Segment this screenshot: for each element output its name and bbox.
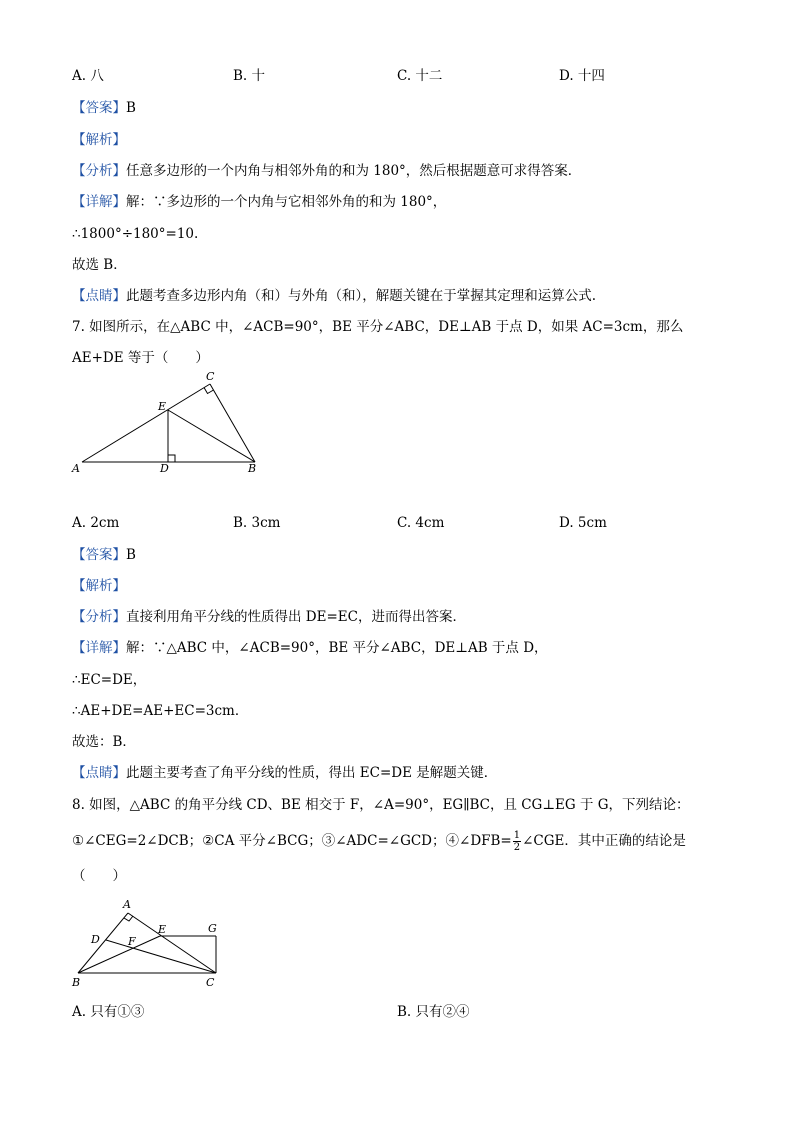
q7-option-a: A. 2cm <box>72 515 120 531</box>
q6-option-c: C. 十二 <box>397 68 443 84</box>
q7-analysis-heading <box>72 576 126 596</box>
q7-triangle-figure <box>66 368 276 480</box>
label-b: B <box>248 462 257 475</box>
q6-xiangjie-text: 解：∵多边形的一个内角与它相邻外角的和为 180°， <box>126 194 447 210</box>
label-e: E <box>158 400 167 413</box>
analysis-tag: 【解析】 <box>72 132 126 148</box>
fraction-numerator: 1 <box>513 830 521 841</box>
answer-tag: 【答案】 <box>72 100 126 116</box>
q6-dianjing-line <box>72 286 596 306</box>
right-angle-mark-d <box>168 455 175 462</box>
q6-dianjing-text: 此题考查多边形内角（和）与外角（和），解题关键在于掌握其定理和运算公式. <box>126 288 597 304</box>
label-c: C <box>206 370 215 383</box>
q7-answer-line <box>72 545 136 565</box>
q8-geometry-figure <box>66 893 234 993</box>
q6-answer-line <box>72 98 136 118</box>
q6-option-a: A. 八 <box>72 68 104 84</box>
q6-option-d: D. 十四 <box>559 68 605 84</box>
q7-option-b: B. 3cm <box>233 515 281 531</box>
label-d: D <box>160 462 169 475</box>
label-a: A <box>123 898 131 911</box>
q7-conclusion: 故选：B． <box>72 734 136 750</box>
q7-fenxi-text: 直接利用角平分线的性质得出 DE=EC，进而得出答案． <box>126 609 466 625</box>
q8-stem-line1: 8. 如图，△ABC 的角平分线 CD、BE 相交于 F，∠A=90°，EG∥BC，且 CG⊥EG 于 G，下列结论： <box>72 797 690 813</box>
q7-step1: ∴EC=DE， <box>72 672 147 688</box>
label-f: F <box>128 935 136 948</box>
q6-xiangjie-line <box>72 192 446 212</box>
q8-option-a: A. 只有①③ <box>72 1004 145 1020</box>
q7-xiangjie-line <box>72 638 548 658</box>
label-g: G <box>208 922 217 935</box>
q7-xiangjie-text: 解：∵△ABC 中，∠ACB=90°，BE 平分∠ABC，DE⊥AB 于点 D， <box>126 640 548 656</box>
q7-fenxi-line <box>72 607 466 627</box>
q8-stem-line2-post: ∠CGE．其中正确的结论是 <box>522 833 686 849</box>
dianjing-tag: 【点睛】 <box>72 765 126 781</box>
answer-tag: 【答案】 <box>72 547 126 563</box>
fenxi-tag: 【分析】 <box>72 609 126 625</box>
xiangjie-tag: 【详解】 <box>72 640 126 656</box>
q6-option-b: B. 十 <box>233 68 266 84</box>
analysis-tag: 【解析】 <box>72 578 126 594</box>
q7-stem-line1: 7. 如图所示，在△ABC 中，∠ACB=90°，BE 平分∠ABC，DE⊥AB 于点 D，如果 AC=3cm，那么 <box>72 319 684 335</box>
label-a: A <box>72 462 80 475</box>
xiangjie-tag: 【详解】 <box>72 194 126 210</box>
q6-conclusion: 故选 B． <box>72 257 127 273</box>
label-e: E <box>158 923 167 936</box>
q6-fenxi-line <box>72 161 581 181</box>
label-d: D <box>91 933 100 946</box>
q7-option-d: D. 5cm <box>559 515 607 531</box>
q7-stem-line2: AE+DE 等于（ ） <box>72 350 209 366</box>
q6-step1: ∴1800°÷180°=10. <box>72 226 199 242</box>
segment-ac <box>82 384 210 462</box>
q8-option-b: B. 只有②④ <box>397 1004 470 1020</box>
q6-analysis-heading <box>72 130 126 150</box>
q6-answer: B <box>126 100 136 116</box>
fenxi-tag: 【分析】 <box>72 163 126 179</box>
label-b: B <box>72 976 81 989</box>
q8-stem-line2 <box>72 830 686 853</box>
q7-step2: ∴AE+DE=AE+EC=3cm． <box>72 703 249 719</box>
segment-ab <box>78 913 128 973</box>
segment-ac <box>128 913 216 973</box>
q7-dianjing-text: 此题主要考查了角平分线的性质，得出 EC=DE 是解题关键． <box>126 765 498 781</box>
segment-cd <box>106 940 216 973</box>
q8-stem-line3: （ ） <box>72 868 126 884</box>
label-c: C <box>206 976 215 989</box>
q7-dianjing-line <box>72 763 497 783</box>
segment-be <box>168 410 255 462</box>
segment-cb <box>210 384 255 462</box>
q8-stem-line2-pre: ①∠CEG=2∠DCB；②CA 平分∠BCG；③∠ADC=∠GCD；④∠DFB= <box>72 833 512 849</box>
q7-option-c: C. 4cm <box>397 515 445 531</box>
one-half-fraction <box>513 830 521 853</box>
q7-answer: B <box>126 547 136 563</box>
fraction-denominator: 2 <box>513 842 521 853</box>
dianjing-tag: 【点睛】 <box>72 288 126 304</box>
q6-fenxi-text: 任意多边形的一个内角与相邻外角的和为 180°，然后根据题意可求得答案． <box>126 163 582 179</box>
